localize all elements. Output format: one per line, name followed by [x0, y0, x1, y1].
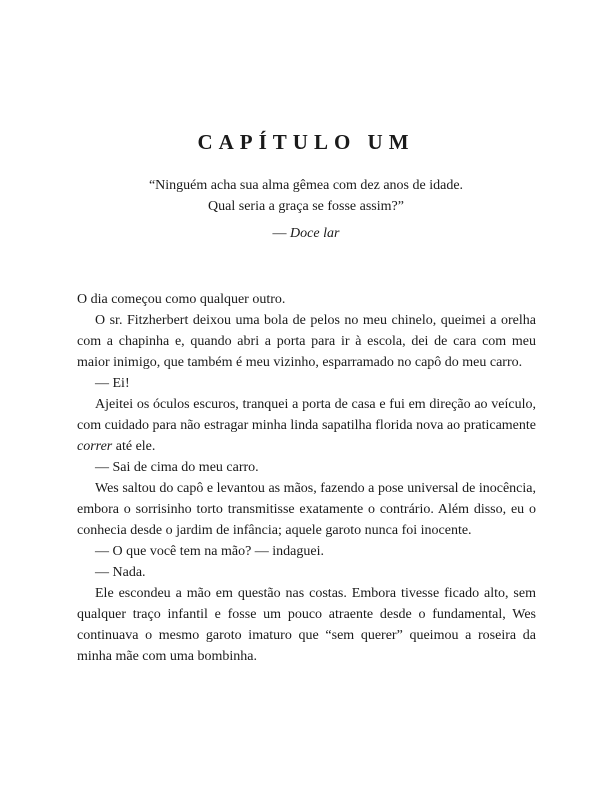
chapter-body — [77, 289, 536, 667]
paragraph: Ele escondeu a mão em questão nas costas. Embora tivesse ficado alto, sem qualquer traço infantil e fosse um pouco atraente desde o fundamental, Wes continuava o mesmo garoto imaturo que “sem querer” queimou a roseira da minha mãe com uma bombinha. — [77, 586, 536, 664]
epigraph — [0, 175, 612, 244]
paragraph-text: Ajeitei os óculos escuros, tranquei a porta de casa e fui em direção ao veículo, com cuidado para não estragar minha linda sapatilha florida nova ao praticamente — [77, 397, 536, 433]
paragraph: O dia começou como qualquer outro. — [77, 292, 286, 307]
paragraph: O sr. Fitzherbert deixou uma bola de pelos no meu chinelo, queimei a orelha com a chapinha e, quando abri a porta para ir à escola, dei de cara com meu maior inimigo, que também é meu vizinho, esparramado no capô do meu carro. — [77, 313, 536, 370]
dialogue-line: — Ei! — [95, 376, 130, 391]
emphasis-text: correr — [77, 439, 113, 454]
dialogue-line: — Sai de cima do meu carro. — [95, 460, 259, 475]
dialogue-line: — Nada. — [95, 565, 146, 580]
attribution-title: Doce lar — [290, 226, 340, 241]
paragraph — [77, 394, 536, 457]
chapter-title: CAPÍTULO UM — [197, 130, 415, 154]
paragraph-text: até ele. — [112, 439, 156, 454]
dialogue-line: — O que você tem na mão? — indaguei. — [95, 544, 324, 559]
epigraph-line-2: Qual seria a graça se fosse assim?” — [208, 199, 404, 214]
attribution-dash: — — [272, 226, 291, 241]
paragraph: Wes saltou do capô e levantou as mãos, fazendo a pose universal de inocência, embora o sorrisinho torto transmitisse exatamente o contrário. Além disso, eu o conhecia desde o jardim de infância; aquele garoto nunca foi inocente. — [77, 481, 536, 538]
epigraph-line-1: “Ninguém acha sua alma gêmea com dez anos de idade. — [148, 178, 464, 193]
epigraph-attribution — [0, 223, 612, 244]
